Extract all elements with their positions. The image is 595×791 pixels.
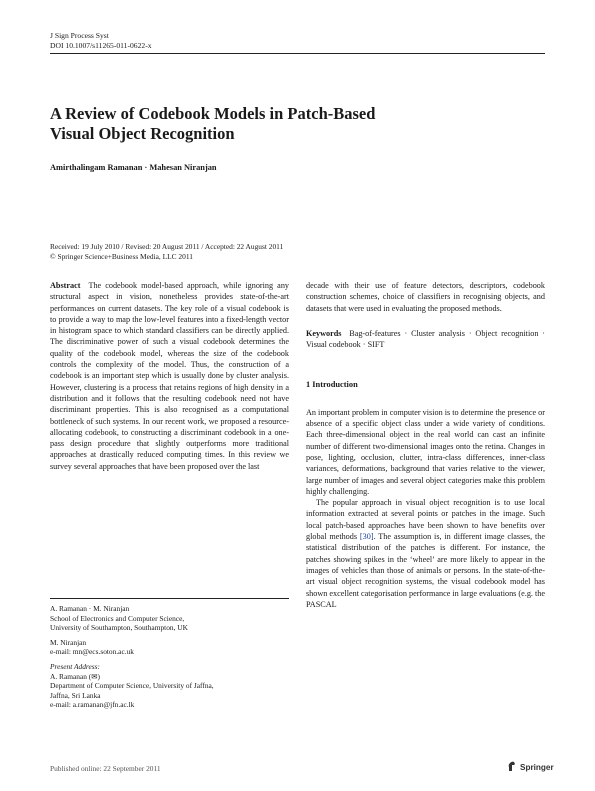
abstract-continuation: decade with their use of feature detectors, descriptors, codebook construction schemes, choice of classifiers in recognising objects, and datasets that were used in evaluating the proposed methods. — [306, 281, 545, 313]
copyright-line: © Springer Science+Business Media, LLC 2011 — [50, 252, 193, 261]
affiliation-university: University of Southampton, Southampton, UK — [50, 623, 188, 633]
intro-paragraph-2 — [306, 497, 545, 610]
contact-name: M. Niranjan — [50, 637, 87, 647]
author-list: Amirthalingam Ramanan · Mahesan Niranjan — [50, 163, 217, 172]
publication-dates — [50, 242, 283, 262]
journal-header — [50, 31, 152, 51]
doi: DOI 10.1007/s11265-011-0622-x — [50, 41, 152, 50]
affiliations — [50, 604, 289, 710]
intro-paragraph-1: An important problem in computer vision is to determine the presence or absence of a specific object class under a wide variety of conditions. Each three-dimensional object in the real world can cast an infinite number of different two-dimensional images onto the retina. Changes in pose, lighting, occlusion, clutter, intra-class differences, inner-class variances, deformations, background that varies relative to the viewer, large number of images and several object categories make this problem highly challenging. — [306, 407, 545, 496]
journal-name: J Sign Process Syst — [50, 31, 109, 40]
abstract-text: The codebook model-based approach, while ignoring any structural aspect in vision, nonetheless provides state-of-the-art performances on current datasets. The key role of a visual codebook is to provide a way to map the low-level features into a fixed-length vector in histogram space to which standard classifiers can be directly applied. The discriminative power of such a visual codebook determines the quality of the codebook model, whereas the size of the codebook controls the complexity of the model. Thus, the construction of a codebook is an important step which is usually done by cluster analysis. However, clustering is a process that retains regions of high density in a distribution and it follows that the resulting codebook need not have discriminant properties. This is also recognised as a computational bottleneck of such systems. In our recent work, we proposed a resource-allocating codebook, to constructing a discriminant codebook in a one-pass design procedure that slightly outperforms more traditional approaches at drastically reduced computing times. In this review we survey several approaches that have been proposed over the last — [50, 281, 290, 471]
section-heading-introduction: 1 Introduction — [306, 380, 358, 390]
received-dates: Received: 19 July 2010 / Revised: 20 August 2011 / Accepted: 22 August 2011 — [50, 242, 284, 251]
publisher-logo — [507, 761, 554, 772]
present-email[interactable]: e-mail: a.ramanan@jfn.ac.lk — [50, 700, 135, 710]
keywords-text: Bag-of-features · Cluster analysis · Object recognition · Visual codebook · SIFT — [306, 328, 546, 350]
present-city: Jaffna, Sri Lanka — [50, 690, 101, 700]
title-line-2: Visual Object Recognition — [50, 124, 235, 143]
title-line-1: A Review of Codebook Models in Patch-Based — [50, 104, 376, 123]
intro-paragraph-2-a: The popular approach in visual object recognition is to use local information extracted at several points or patches in the image. Such local patch-based approaches have been shown to have benefits over global methods — [306, 498, 545, 542]
present-address-label: Present Address: — [50, 661, 101, 671]
publisher-name: Springer — [520, 763, 554, 772]
intro-paragraph-2-b: . The assumption is, in different image classes, the statistical distribution of the patches is different. For instance, the patches showing spikes in the ‘wheel’ are more likely to appear in the images of vehicles than those of animals or persons. In the state-of-the-art visual object recognition systems, the visual codebook model has shown excellent categorisation performance in large evaluations (e.g. the PASCAL — [306, 532, 546, 609]
affiliation-school: School of Electronics and Computer Science, — [50, 613, 185, 623]
contact-email[interactable]: e-mail: mn@ecs.soton.ac.uk — [50, 647, 134, 657]
left-column — [50, 280, 289, 472]
present-dept: Department of Computer Science, University of Jaffna, — [50, 681, 214, 691]
affiliation-rule — [50, 598, 289, 599]
keywords-paragraph — [306, 328, 545, 351]
citation-link[interactable]: [30] — [359, 532, 374, 542]
present-name: A. Ramanan (✉) — [50, 671, 100, 681]
keywords-label: Keywords — [306, 328, 342, 338]
paper-title — [50, 104, 520, 144]
published-online: Published online: 22 September 2011 — [50, 764, 161, 773]
abstract-label: Abstract — [50, 281, 81, 290]
abstract-paragraph — [50, 280, 289, 472]
right-column — [306, 280, 545, 610]
affiliation-names: A. Ramanan · M. Niranjan — [50, 604, 130, 613]
header-rule — [50, 53, 545, 54]
springer-horse-icon — [507, 761, 517, 772]
